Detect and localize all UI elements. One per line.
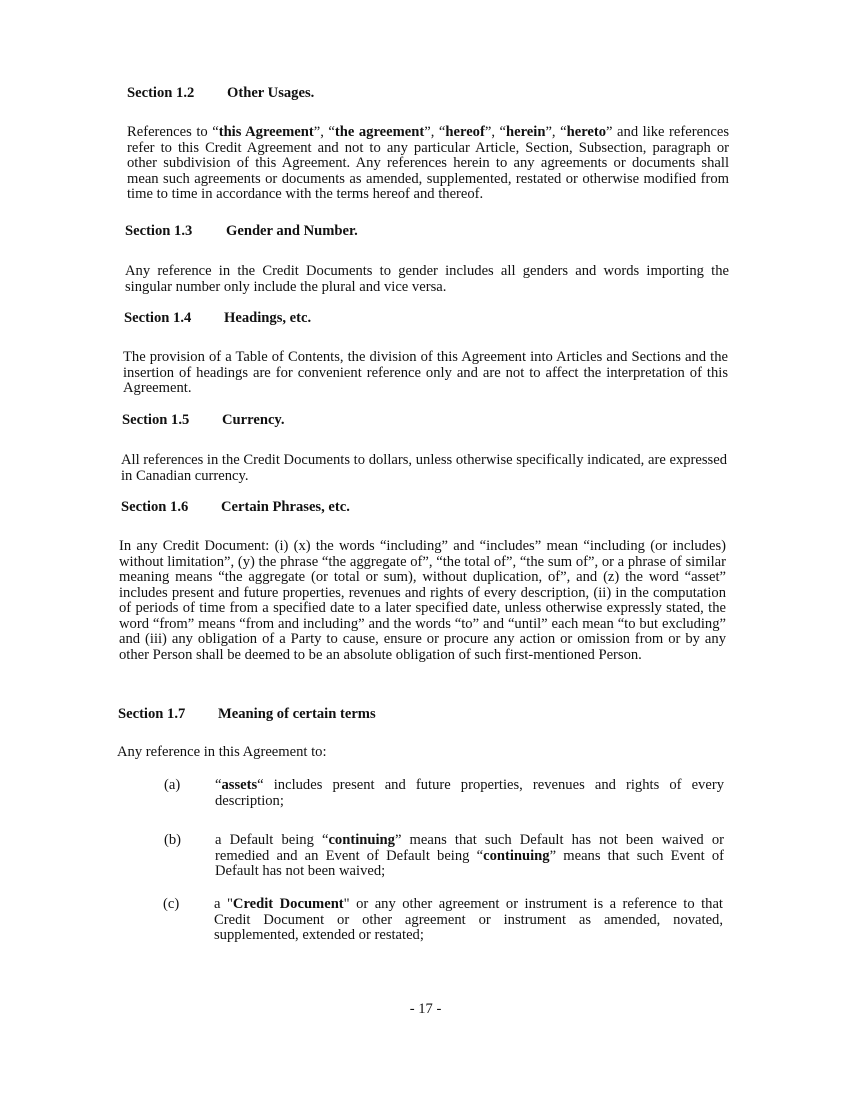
- section-title: Meaning of certain terms: [218, 706, 376, 722]
- text-run: ”, “: [313, 124, 335, 140]
- section-1-5-heading: [122, 413, 285, 429]
- section-number: Section 1.3: [125, 223, 193, 239]
- defined-term: continuing: [483, 847, 550, 864]
- section-number: Section 1.5: [122, 412, 190, 428]
- text-run: ”, “: [545, 124, 567, 140]
- text-run: ” and like references refer to this Credit Agreement and not to any particular Article, Section, Subsection, paragraph or other subdivision of this Agreement. Any references herein to any agreements or documents shall mean such agreements or documents as amended, supplemented, restated or otherwise modified from time to time in accordance with the terms hereof and thereof.: [127, 124, 729, 202]
- section-1-4-heading: [124, 311, 311, 327]
- text-run: “ includes present and future properties, revenues and rights of every description;: [215, 777, 724, 809]
- section-title: Currency.: [222, 412, 285, 428]
- section-number: Section 1.7: [118, 706, 186, 722]
- list-item-text: [215, 778, 724, 809]
- text-run: a ": [214, 896, 233, 912]
- defined-term: Credit Document: [232, 896, 344, 912]
- text-run: “: [215, 777, 222, 793]
- section-title: Other Usages.: [227, 85, 315, 101]
- text-run: ”, “: [424, 124, 446, 140]
- section-number: Section 1.2: [127, 85, 195, 101]
- section-number: Section 1.6: [121, 499, 189, 515]
- page-number: - 17 -: [409, 1001, 442, 1017]
- section-1-2-heading: [127, 86, 314, 102]
- text-run: ” means that such Event of Default has not been waived;: [215, 847, 724, 879]
- section-1-6-paragraph: In any Credit Document: (i) (x) the words “including” and “includes” mean “including (or includes) without limitation”, (y) the phrase “the aggregate of”, “the total of”, “the sum of”, or a phrase of similar meaning means “the aggregate (or total or sum), without duplication, of”, and (z) the word “asset” includes present and future properties, revenues and rights of every description, (ii) in the computation of periods of time from a specified date to a later specified date, unless otherwise expressly stated, the word “from” means “from and including” and the words “to” and “until” each mean “to but excluding” and (iii) any obligation of a Party to cause, ensure or procure any action or omission from or by any other Person shall be deemed to be an absolute obligation of such first-mentioned Person.: [119, 538, 726, 663]
- section-title: Headings, etc.: [224, 310, 312, 326]
- text-run: ” means that such Default has not been waived or remedied and an Event of Default being “: [215, 832, 724, 864]
- list-item-label: (c): [163, 896, 180, 912]
- list-item-label: (a): [164, 777, 181, 793]
- defined-term: continuing: [328, 832, 395, 848]
- text-run: " or any other agreement or instrument is a reference to that Credit Document or other agreement or instrument as amended, novated, supplemented, extended or restated;: [214, 896, 723, 943]
- text-run: a Default being “: [215, 832, 329, 848]
- section-1-7-heading: [118, 707, 376, 723]
- list-item-b: [164, 833, 724, 880]
- text-run: ”, “: [484, 124, 506, 140]
- list-item-label: (b): [164, 832, 182, 848]
- section-title: Certain Phrases, etc.: [221, 499, 350, 515]
- list-item-text: [215, 833, 724, 880]
- section-1-4-paragraph: The provision of a Table of Contents, the division of this Agreement into Articles and Sections and the insertion of headings are for convenient reference only and are not to affect the interpretation of this Agreement.: [123, 349, 728, 396]
- text-run: References to “: [127, 124, 219, 140]
- defined-term: assets: [221, 777, 258, 793]
- defined-term: hereof: [445, 124, 485, 140]
- section-title: Gender and Number.: [226, 223, 358, 239]
- defined-term: hereto: [566, 124, 607, 140]
- section-1-5-paragraph: All references in the Credit Documents to dollars, unless otherwise specifically indicated, are expressed in Canadian currency.: [121, 452, 727, 484]
- list-item-text: [214, 897, 723, 944]
- section-number: Section 1.4: [124, 310, 192, 326]
- section-1-3-paragraph: Any reference in the Credit Documents to gender includes all genders and words importing the singular number only include the plural and vice versa.: [125, 263, 729, 295]
- section-1-7-intro: Any reference in this Agreement to:: [117, 744, 327, 760]
- defined-term: this Agreement: [218, 124, 314, 140]
- section-1-6-heading: [121, 500, 350, 516]
- list-item-c: [163, 897, 723, 944]
- section-1-3-heading: [125, 224, 358, 240]
- section-1-2-paragraph: [127, 125, 729, 203]
- defined-term: the agreement: [334, 124, 425, 140]
- defined-term: herein: [505, 124, 546, 140]
- list-item-a: [164, 778, 724, 809]
